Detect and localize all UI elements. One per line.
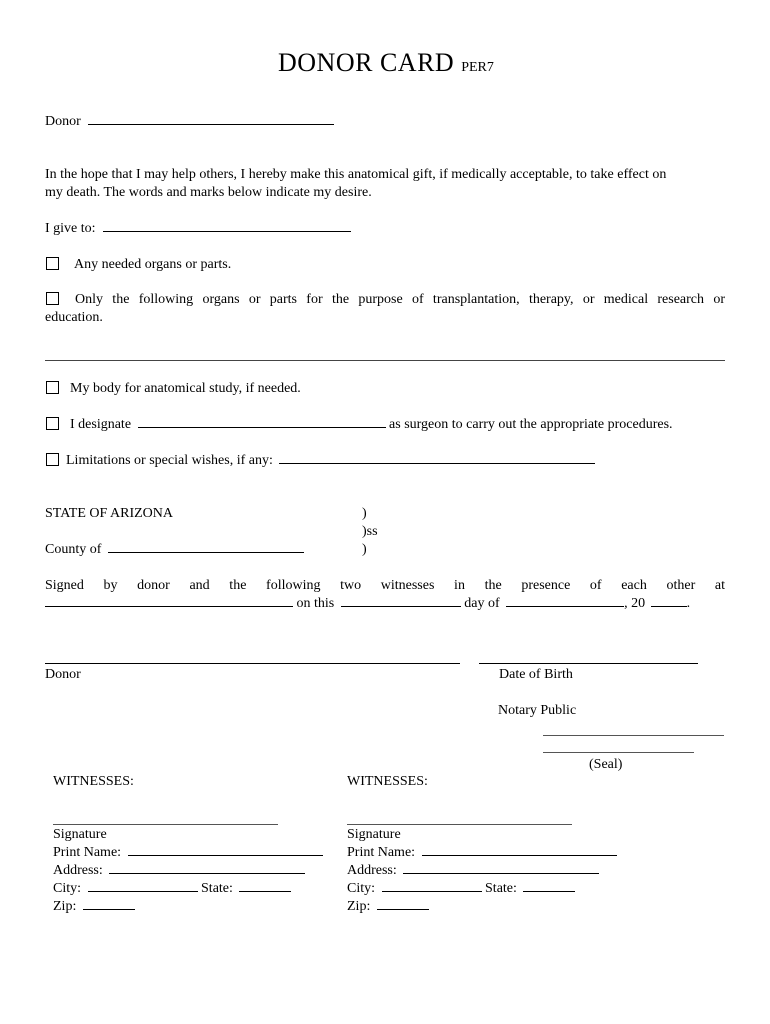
year-label: , 20 [624, 596, 646, 611]
limitations-label: Limitations or special wishes, if any: [66, 453, 273, 468]
witness-1-print-name-label: Print Name: [53, 845, 122, 860]
county-row [45, 541, 304, 559]
paren-1: ) [362, 506, 367, 521]
day-of-label: day of [464, 596, 500, 611]
title-main: DONOR CARD [278, 48, 455, 77]
only-following-label-2: education. [45, 310, 103, 325]
dob-label: Date of Birth [499, 667, 573, 682]
on-this-label: on this [296, 596, 335, 611]
designate-row [70, 416, 673, 434]
designate-post-label: as surgeon to carry out the appropriate procedures. [389, 417, 673, 432]
designate-pre-label: I designate [70, 417, 132, 432]
signing-place-field[interactable] [45, 606, 293, 607]
witness-2-print-name-row [347, 844, 617, 862]
body-study-checkbox[interactable] [46, 381, 59, 394]
notary-line-1[interactable] [543, 735, 724, 736]
witness-1-signature-line[interactable] [53, 824, 278, 825]
county-label: County of [45, 542, 102, 557]
donor-signature-line[interactable] [45, 663, 460, 664]
witness-1-city-row [53, 880, 291, 898]
witness-1-print-name-row [53, 844, 323, 862]
signing-day-field[interactable] [341, 606, 461, 607]
witness-1-zip-label: Zip: [53, 899, 77, 914]
only-following-label-1: Only the following organs or parts for the purpose of transplantation, therapy, or medical research or [75, 292, 725, 307]
witness-1-city-label: City: [53, 881, 82, 896]
organs-list-line[interactable] [45, 360, 725, 361]
limitations-field[interactable] [279, 463, 595, 464]
give-to-label: I give to: [45, 221, 96, 236]
county-field[interactable] [108, 552, 304, 553]
signed-line-2 [45, 595, 690, 613]
witness-1-print-name-field[interactable] [128, 855, 323, 856]
designate-checkbox[interactable] [46, 417, 59, 430]
any-organs-label: Any needed organs or parts. [74, 257, 232, 272]
witness-1-heading: WITNESSES: [53, 774, 134, 789]
ss-label: )ss [362, 524, 378, 539]
witness-2-zip-row [347, 898, 429, 916]
seal-label: (Seal) [589, 757, 623, 772]
surgeon-field[interactable] [138, 427, 386, 428]
any-organs-checkbox[interactable] [46, 257, 59, 270]
donor-name-field[interactable] [88, 124, 334, 125]
title-code: PER7 [461, 60, 494, 75]
witness-2-address-field[interactable] [403, 873, 599, 874]
witness-1-state-label: State: [201, 881, 233, 896]
give-to-field[interactable] [103, 231, 351, 232]
donor-label: Donor [45, 114, 81, 129]
witness-2-heading: WITNESSES: [347, 774, 428, 789]
period: . [686, 596, 691, 611]
witness-2-print-name-label: Print Name: [347, 845, 416, 860]
state-label: STATE OF ARIZONA [45, 506, 173, 521]
witness-2-address-label: Address: [347, 863, 397, 878]
witness-2-state-field[interactable] [523, 891, 575, 892]
give-to-row [45, 220, 351, 238]
paren-3: ) [362, 542, 367, 557]
witness-2-print-name-field[interactable] [422, 855, 617, 856]
witness-1-address-label: Address: [53, 863, 103, 878]
witness-2-zip-field[interactable] [377, 909, 429, 910]
witness-2-city-row [347, 880, 575, 898]
only-following-checkbox[interactable] [46, 292, 59, 305]
intro-line-2: my death. The words and marks below indicate my desire. [45, 185, 372, 200]
witness-2-signature-line[interactable] [347, 824, 572, 825]
notary-line-2[interactable] [543, 752, 694, 753]
limitations-checkbox[interactable] [46, 453, 59, 466]
witness-1-address-row [53, 862, 305, 880]
witness-2-city-field[interactable] [382, 891, 482, 892]
witness-2-address-row [347, 862, 599, 880]
witness-1-signature-label: Signature [53, 827, 107, 842]
signed-line-1: Signed by donor and the following two witnesses in the presence of each other at [45, 578, 725, 593]
signing-year-field[interactable] [651, 606, 687, 607]
witness-2-zip-label: Zip: [347, 899, 371, 914]
witness-1-address-field[interactable] [109, 873, 305, 874]
dob-line[interactable] [479, 663, 698, 664]
witness-1-zip-row [53, 898, 135, 916]
donor-row [45, 113, 334, 131]
page-title [278, 48, 494, 83]
witness-2-signature-label: Signature [347, 827, 401, 842]
witness-1-state-field[interactable] [239, 891, 291, 892]
limitations-row [66, 452, 595, 470]
witness-1-zip-field[interactable] [83, 909, 135, 910]
body-study-label: My body for anatomical study, if needed. [70, 381, 301, 396]
donor-signature-label: Donor [45, 667, 81, 682]
signing-month-field[interactable] [506, 606, 624, 607]
witness-1-city-field[interactable] [88, 891, 198, 892]
witness-2-city-label: City: [347, 881, 376, 896]
notary-label: Notary Public [498, 703, 577, 718]
witness-2-state-label: State: [485, 881, 517, 896]
intro-line-1: In the hope that I may help others, I hereby make this anatomical gift, if medically acceptable, to take effect on [45, 167, 667, 182]
